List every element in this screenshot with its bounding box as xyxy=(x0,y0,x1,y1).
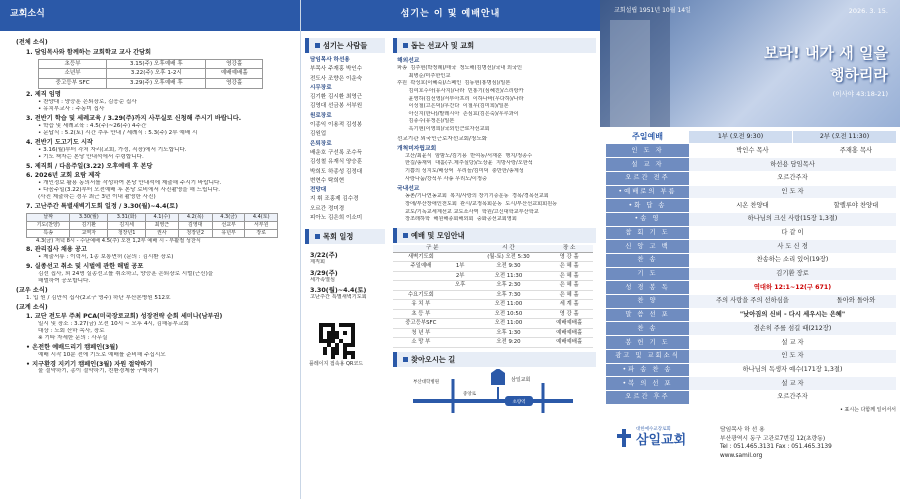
schedule-event: 세가족열심 xyxy=(310,276,336,283)
table-header-cell: 4.1(수) xyxy=(146,213,179,221)
order-row xyxy=(606,322,896,336)
order-row xyxy=(606,185,896,199)
worship-cell: 오전 11:30 xyxy=(472,271,546,281)
church-building-icon xyxy=(491,373,505,385)
serve-names: 김영대 선금봉 서부원 xyxy=(310,103,363,110)
stand-note: • 표시는 다함께 일어서서 xyxy=(839,406,896,413)
hospital-label: 부산대학병원 xyxy=(413,379,440,385)
news-line: • 3.16(월)부터 각처 자리(교회, 가정, 직장)에서 기도합니다. xyxy=(38,146,187,153)
worship-cell: 오전 11:00 xyxy=(472,300,546,310)
square-icon xyxy=(315,43,320,48)
serve-names: 부목사 주재홍 박인수 xyxy=(310,66,363,73)
mission-line: 윤영하(김선영)/서부아프리 이하나바(우다하)/나라 xyxy=(397,95,524,102)
mission-line: 농촌/기나연농교회 복지/사랑의 장기기증운동 경목/경목선교회 xyxy=(405,193,549,200)
news-line: 6. 2026년 교회 요람 제작 xyxy=(26,172,101,180)
pioneer-church-list xyxy=(397,153,596,183)
table-cell: 중고등부 SFC xyxy=(39,79,107,89)
worship-header-cell: 장 소 xyxy=(545,245,593,252)
worship-row xyxy=(393,281,593,291)
order-label: •복 의 선 포 xyxy=(606,377,689,391)
news-line: 5. 제직회 / 다음주일(3.22) 오후예배 후 본당 xyxy=(26,162,153,170)
worship-row xyxy=(393,290,593,300)
mission-line: 김종수(유정은)/일본 xyxy=(397,118,455,125)
news-line: 1. 담임목사와 함께하는 교회학교 교사 간담회 xyxy=(26,48,152,56)
mission-title: 돕는 선교사 및 교회 xyxy=(393,38,596,53)
serve-role: 전망대 xyxy=(310,187,327,194)
map-title: 찾아오시는 길 xyxy=(393,352,596,367)
worship-cell xyxy=(449,328,472,338)
news-line: 일시 및 장소 : 3.27(금) 오전 10시 ~ 오후 4시, 김해동부교회 xyxy=(38,321,189,327)
order-row xyxy=(606,199,896,213)
news-line: 예배 시작 10분 전에 기도로 예배를 준비해 주십시오 xyxy=(38,351,166,358)
logo-subtitle: 대한예수교장로회 xyxy=(636,427,671,432)
square-icon xyxy=(403,43,408,48)
order-table xyxy=(606,144,896,405)
news-line: • 다음주일(3.22)부터 오전예배 후 본당 로비에서 사진촬영을 해 드립니다. xyxy=(38,187,221,194)
order-value: 설 교 자 xyxy=(689,336,896,350)
news-line: 2. 제직 임명 xyxy=(26,91,61,99)
table-header-cell: 4.2(목) xyxy=(178,213,212,221)
mission-line: 기쁨의 성지도/배상억 우리들/김미덕 충만한/송계성 xyxy=(405,167,524,174)
service-2-time: 2부 (오전 11:30) xyxy=(793,131,896,143)
schedule-date: 3/22(주) xyxy=(310,251,338,260)
road-label: 중앙로 xyxy=(463,391,477,397)
order-row xyxy=(606,158,896,172)
order-row xyxy=(606,336,896,350)
mission-line: 아신지(한나)/말레시아 손심효(김은숙)/우루과이 xyxy=(397,110,519,117)
schedule-date: 3/29(주) xyxy=(310,268,338,277)
serve-names: 변현수 탁희현 xyxy=(310,177,345,184)
serve-names: 박희도 하종성 김정대 xyxy=(310,168,363,175)
table-cell: 소년부 xyxy=(39,69,107,79)
servants-column xyxy=(300,0,600,499)
table-cell: 최영근 xyxy=(146,221,179,229)
order-label: •예배로의 부름 xyxy=(606,185,689,199)
serve-role: 은퇴장로 xyxy=(310,140,332,147)
mission-line: 장애/부산장애인전도회 관시/교정목회운동 도시/부산선교회회원등 xyxy=(405,201,558,207)
worship-cell xyxy=(449,290,472,300)
church-contact xyxy=(720,426,832,461)
mission-line: 한길/송재익 대홀(구.제주실당)/노상윤 지방사랑/오한석 xyxy=(405,160,533,167)
order-row xyxy=(606,363,896,377)
mission-line: 후원 곽성호(이혜숙)/스페인 김동현(홍명심)/일본 xyxy=(397,80,511,87)
cover-banner xyxy=(600,0,900,127)
worship-cell: 수요기도회 xyxy=(393,290,449,300)
title-line-1: 보라! 내가 새 일을 xyxy=(764,44,888,62)
order-row xyxy=(606,212,896,226)
news-line: • 학습 및 세례교육 : 4.5(주)~26(주) 4주간 xyxy=(38,122,147,129)
order-label: 말 씀 선 포 xyxy=(606,308,689,322)
worship-row xyxy=(393,262,593,272)
order-row xyxy=(606,349,896,363)
order-value: 박인수 목사 xyxy=(689,144,816,158)
serve-role: 원로장로 xyxy=(310,112,332,119)
serve-names: 이종익 이용적 김성봉 xyxy=(310,122,363,129)
schedule-title: 목회 일정 xyxy=(305,229,385,244)
square-icon xyxy=(403,233,408,238)
table-cell: 서부원 xyxy=(245,221,278,229)
serve-names: 지 휘 조홍제 김수경 xyxy=(310,196,359,203)
phone-line: Tel : 051.465.3131 Fax : 051.465.3139 xyxy=(720,444,832,451)
church-map-label: 삼일교회 xyxy=(511,376,531,383)
schedule-event: 제직회 xyxy=(310,259,326,266)
news-line: 물 절약하기, 종이 절약하기, 친환경제품 구매하기 xyxy=(38,368,159,375)
order-value: 사 도 신 경 xyxy=(689,240,896,254)
table-row xyxy=(39,59,263,69)
order-value: 겸손히 주를 섬길 때(212장) xyxy=(689,322,896,336)
table-cell: 장로 xyxy=(245,229,278,237)
table-cell: 선교부 xyxy=(212,221,245,229)
news-line: • 온전한 예배드리기 캠페인(3월) xyxy=(26,343,119,351)
worship-cell: 은 혜 홀 xyxy=(545,290,593,300)
table-cell: 유년부 xyxy=(212,229,245,237)
order-label: •송 영 xyxy=(606,212,689,226)
order-value: 주재홍 목사 xyxy=(816,144,896,158)
order-title: 주일예배 xyxy=(632,131,663,141)
table-cell: 3.15(주) 오후예배 후 xyxy=(107,59,206,69)
schedule-list xyxy=(305,244,385,301)
worship-cell: 유 치 부 xyxy=(393,300,449,310)
table-cell: 3.22(주) 오후 1-2시 xyxy=(107,69,206,79)
table-cell: 김영대 xyxy=(178,221,212,229)
worship-cell: 오후 7:30 xyxy=(472,290,546,300)
worship-cell: 청 년 부 xyxy=(393,328,449,338)
news-header: 교회소식 xyxy=(0,0,300,31)
serve-section xyxy=(305,38,385,367)
mission-line: 김여호수아(유사지)/나라 민홍기(심혜진)/스리랑카 xyxy=(397,88,524,95)
order-label: 설 교 자 xyxy=(606,158,689,172)
worship-cell: 영 강 홀 xyxy=(545,252,593,262)
qr-code[interactable] xyxy=(319,323,385,359)
church-logo-icon xyxy=(616,429,632,447)
table-cell: 청장년1 xyxy=(108,229,146,237)
worship-cell xyxy=(449,300,472,310)
news-line: ※ 기타 자세한 문의 : 사무실 xyxy=(38,334,108,341)
worship-cell: 영 강 홀 xyxy=(545,309,593,319)
serve-names: 김성철 유재식 양승훈 xyxy=(310,159,363,166)
order-row xyxy=(606,267,896,281)
order-label: 기 도 xyxy=(606,267,689,281)
serve-names: 피아노 김은희 이소미 xyxy=(310,215,363,222)
website-link[interactable]: www.samil.org xyxy=(720,453,763,460)
news-column xyxy=(0,0,300,499)
serve-names: 배운호 구선록 조수득 xyxy=(310,149,363,156)
order-value: 하나님의 독생자 예수(171장 1,3절) xyxy=(689,363,896,377)
pioneer-church-label: 개척미자립교회 xyxy=(397,145,437,152)
worship-cell: 2부 xyxy=(449,271,472,281)
worship-cell: 오전 11:00 xyxy=(472,319,546,329)
order-value: 다 같 이 xyxy=(689,226,896,240)
order-label: 봉 헌 기 도 xyxy=(606,336,689,350)
worship-row xyxy=(393,252,593,262)
station-label: 초량역 xyxy=(512,399,526,405)
serve-names: 전도사 조향은 이운숙 xyxy=(310,75,363,82)
address-line: 부산광역시 동구 고관로7번길 12(초량동) xyxy=(720,435,826,442)
logo-name: 삼일교회 xyxy=(636,432,687,448)
worship-cell: 주일예배 xyxy=(393,262,449,272)
worship-row xyxy=(393,319,593,329)
news-line: 9. 실종선고 취소 및 시벌에 관한 해벌 공포 xyxy=(26,263,144,271)
worship-cell: 오전 9:20 xyxy=(472,338,546,348)
square-icon xyxy=(315,234,320,239)
news-line: 김선 집사, 외 24명 실종선고를 취소하고, 양승훈 은퇴장로 시벌(근신)을 xyxy=(38,270,214,277)
order-label: •파 송 찬 송 xyxy=(606,363,689,377)
worship-cell: 오후 xyxy=(449,281,472,291)
worship-row xyxy=(393,271,593,281)
servants-header: 섬기는 이 및 예배안내 xyxy=(301,0,600,31)
square-icon xyxy=(403,357,408,362)
table-row xyxy=(27,221,278,229)
prayer-schedule-table xyxy=(26,213,278,238)
mission-line: 최병순/미주한인교 xyxy=(397,72,451,79)
order-label: 광고 및 교회소식 xyxy=(606,349,689,363)
worship-cell xyxy=(449,319,472,329)
pastor-line: 담임목사 하 선 용 xyxy=(720,427,765,433)
news-line: • 지구환경 지키기 캠페인(3월) 자원 절약하기 xyxy=(26,360,153,368)
serve-names: 김원업 xyxy=(310,131,327,138)
worship-row xyxy=(393,309,593,319)
mission-line: 파송 김주현(박정례)/태국 정노해(김명선)/국내 외국인 xyxy=(397,65,523,72)
order-label: 신 앙 고 백 xyxy=(606,240,689,254)
order-value: 인 도 자 xyxy=(689,185,896,199)
qr-grid xyxy=(319,323,355,359)
table-cell: 3.29(주) 오후예배 후 xyxy=(107,79,206,89)
worship-cell: 은 혜 홀 xyxy=(545,271,593,281)
worship-cell: 오후 2:30 xyxy=(472,281,546,291)
table-cell: 교역자 xyxy=(70,229,108,237)
order-label: 인 도 자 xyxy=(606,144,689,158)
news-line: 1. 교단 전도부 주최 PCA(미국장로교회) 성장전략 순회 세미나(남부권) xyxy=(26,313,223,321)
order-row xyxy=(606,308,896,322)
mission-agency: 선교기관 외국인근로자선교회/청노화 xyxy=(397,135,488,142)
order-row xyxy=(606,240,896,254)
order-label: 찬 송 xyxy=(606,254,689,268)
table-cell: 특송 xyxy=(27,229,70,237)
table-header-cell: 4.3(금) xyxy=(212,213,245,221)
order-row xyxy=(606,281,896,295)
mission-line: 이성철(고은덕)/우간다 이철우(김미희)/일본 xyxy=(397,103,509,110)
qr-label: 플레이지 접속용 QR코드 xyxy=(309,360,364,367)
prayer-schedule-note: 4.3(금) 저녁 8시 - 수난예배 4.5(주) 오전 1,2부 예배 시 - 부활절 성찬식 xyxy=(36,237,201,244)
news-line: 해벌하여 공포합니다. xyxy=(38,277,91,284)
order-row xyxy=(606,390,896,404)
service-1-time: 1부 (오전 9:30) xyxy=(689,131,792,143)
domestic-mission-list xyxy=(397,193,596,223)
table-row xyxy=(39,79,263,89)
news-line: 4. 전반기 도고기도 시작 xyxy=(26,138,93,146)
order-value: 하나님의 크신 사랑(15장 1,3절) xyxy=(689,212,896,226)
issue-date: 2026. 3. 15. xyxy=(848,7,888,15)
news-line: 8. 관리집사 채용 공고 xyxy=(26,246,87,254)
worship-title: 예배 및 모임안내 xyxy=(393,228,596,243)
order-value: 찬송하는 소리 있어(19장) xyxy=(689,254,896,268)
order-value: 주의 사랑을 주의 선하심을 xyxy=(689,295,816,309)
church-map[interactable] xyxy=(393,369,593,415)
teacher-meeting-table xyxy=(38,59,263,90)
news-line: (교계 소식) xyxy=(16,303,48,311)
news-line: 대상 : 노회 산하 목사, 장로 xyxy=(38,327,105,334)
order-value: 인 도 자 xyxy=(689,349,896,363)
serve-role: 시무장로 xyxy=(310,84,332,91)
building-graphic xyxy=(610,20,650,127)
order-value: 돌아와 돌아와 xyxy=(816,295,896,309)
news-lines-top xyxy=(16,39,290,57)
news-line: 1. 입 원 / 김만석 집사(2교구 영주) 하단 부산본병원 512호 xyxy=(26,294,171,301)
worship-cell xyxy=(449,338,472,348)
worship-cell: 소 망 부 xyxy=(393,338,449,348)
serve-title: 섬기는 사람들 xyxy=(305,38,385,53)
news-lines-bottom xyxy=(16,246,290,375)
worship-cell: 오후 1:30 xyxy=(472,328,546,338)
mission-line: 사랑나눔/강석우 사송 우리노/이정중 xyxy=(405,175,487,182)
order-value: 오르간주자 xyxy=(689,171,896,185)
schedule-date: 3.30(월)~4.4(토) xyxy=(310,286,367,295)
worship-cell: 중고등부SFC xyxy=(393,319,449,329)
worship-cell: 오전 9:30 xyxy=(472,262,546,272)
order-value: 설 교 자 xyxy=(689,377,896,391)
worship-cell: 예배예배홀 xyxy=(545,328,593,338)
order-row xyxy=(606,144,896,158)
worship-row xyxy=(393,328,593,338)
order-row xyxy=(606,254,896,268)
news-line: • 제출서류 : 이력서, 1종 보통면허 (문의 : 김시환 장로) xyxy=(38,254,174,261)
news-line: (사진 제출하는 경우 최근 3년 이내 촬영한 사진) xyxy=(38,194,156,201)
order-row xyxy=(606,226,896,240)
table-cell: 예배예배홀 xyxy=(206,69,263,79)
mission-line: 고산/최윤식 암밤노/김기용 반여동/서재훈 행지/정종수 xyxy=(405,152,533,159)
news-line: (교우 소식) xyxy=(16,286,48,294)
order-value: 김기환 장로 xyxy=(689,267,896,281)
order-label: 찬 송 xyxy=(606,322,689,336)
order-label: 찬 양 xyxy=(606,295,689,309)
table-header-cell: 3.31(화) xyxy=(108,213,146,221)
overseas-mission-list xyxy=(397,65,596,133)
news-lines-mid xyxy=(16,91,290,210)
worship-header-cell: 구 분 xyxy=(393,245,472,252)
worship-row xyxy=(393,338,593,348)
table-header-cell: 날짜 xyxy=(27,213,70,221)
serve-role: 담임목사 하선용 xyxy=(310,57,350,63)
worship-cell xyxy=(393,281,449,291)
order-value: 시온 찬양대 xyxy=(689,199,816,213)
worship-cell: 1부 xyxy=(449,262,472,272)
order-label: 오르간 전주 xyxy=(606,171,689,185)
worship-table xyxy=(393,245,593,348)
serve-names: 김기환 김시환 최영근 xyxy=(310,94,363,101)
news-line: • 유치부교사 : 주동미 집사 xyxy=(38,106,105,113)
worship-cell: 새벽기도회 xyxy=(393,252,449,262)
table-cell: 김지세 xyxy=(108,221,146,229)
worship-cell: 은 혜 홀 xyxy=(545,281,593,291)
order-label: 참 회 기 도 xyxy=(606,226,689,240)
order-value: "낮아짐의 신비 - 다시 세우시는 은혜" xyxy=(689,308,896,322)
news-line: • 기도 책자는 본당 안내석에서 수령합니다. xyxy=(38,153,144,160)
order-value: 할렐루야 찬양대 xyxy=(816,199,896,213)
worship-cell: 은 혜 홀 xyxy=(545,262,593,272)
table-cell: 초등부 xyxy=(39,59,107,69)
worship-header-cell: 시 간 xyxy=(472,245,546,252)
worship-cell: 예배예배홀 xyxy=(545,319,593,329)
title-line-2: 행하리라 xyxy=(830,66,888,84)
order-column xyxy=(600,0,900,499)
order-label: •화 답 송 xyxy=(606,199,689,213)
news-line: (전체 소식) xyxy=(16,39,48,46)
news-body xyxy=(0,31,300,375)
worship-cell: 오전 10:50 xyxy=(472,309,546,319)
table-cell: 권사 xyxy=(146,229,179,237)
worship-cell xyxy=(393,271,449,281)
order-row xyxy=(606,295,896,309)
table-cell: 청장년2 xyxy=(178,229,212,237)
order-label: 오르간 후주 xyxy=(606,390,689,404)
serve-names: 오르간 정미경 xyxy=(310,205,345,212)
order-value: 하선용 담임목사 xyxy=(689,158,896,172)
table-cell: 기도(찬양) xyxy=(27,221,70,229)
order-row xyxy=(606,171,896,185)
table-row xyxy=(27,229,278,237)
news-line: 3. 전반기 학습 및 세례교육 / 3.29(주)까지 사무실로 신청해 주시기 바랍니다. xyxy=(26,115,242,123)
worship-cell: 예배예배홀 xyxy=(545,338,593,348)
order-value: 역대하 12:1~12(구 671) xyxy=(689,281,896,295)
church-logo xyxy=(616,427,686,449)
mission-line: 옥기현(이영희)/국외인근로자선교회 xyxy=(397,125,490,132)
worship-row xyxy=(393,300,593,310)
title-verse: (이사야 43:18-21) xyxy=(832,90,888,98)
issue-line: 교회설립 1951년 10월 14일 xyxy=(614,7,691,14)
news-line: 7. 고난주간 특별새벽기도회 일정 / 3.30(월)~4.4(토) xyxy=(26,203,179,211)
order-label: 성 경 봉 독 xyxy=(606,281,689,295)
serve-list xyxy=(305,53,385,223)
worship-cell: (월-토) 오전 5:30 xyxy=(472,252,546,262)
qr-module xyxy=(351,355,355,359)
order-value: 오르간주자 xyxy=(689,390,896,404)
overseas-mission-label: 해외선교 xyxy=(397,58,420,64)
table-row xyxy=(39,69,263,79)
mission-line: 교도/기독교세계선교 교도소사역 학원/고신대학교부산학교 xyxy=(405,208,539,215)
worship-cell: 세 계 홀 xyxy=(545,300,593,310)
order-section xyxy=(606,130,896,413)
table-header-row xyxy=(27,213,278,221)
table-header-cell: 4.4(토) xyxy=(245,213,278,221)
news-line: • 찬양대 : 양승훈 은퇴장로, 김응순 집사 xyxy=(38,99,137,106)
domestic-mission-label: 국내선교 xyxy=(397,186,420,193)
schedule-event: 고난주간 특별새벽기도회 xyxy=(310,294,367,301)
table-cell: 영강홀 xyxy=(206,79,263,89)
table-cell: 김기환 xyxy=(70,221,108,229)
worship-cell xyxy=(449,252,472,262)
mission-section xyxy=(393,38,596,417)
worship-cell: 초 등 부 xyxy=(393,309,449,319)
table-cell: 영강홀 xyxy=(206,59,263,69)
order-row xyxy=(606,377,896,391)
table-header-cell: 3.30(월) xyxy=(70,213,108,221)
news-line: • 문답식 : 5.2(토) 시간 추후 안내 / 세례식 : 5.3(주) 2부 예배 시 xyxy=(38,129,198,136)
mission-line: 장조래하학 해원해종회해외회 중화공선교회영회 xyxy=(405,216,517,223)
church-roof-icon xyxy=(491,369,505,373)
news-line: • 개인정보 활용 동의서를 작성하여 본당 안내석에 제출해 주시기 바랍니다. xyxy=(38,180,222,187)
worship-cell xyxy=(449,309,472,319)
